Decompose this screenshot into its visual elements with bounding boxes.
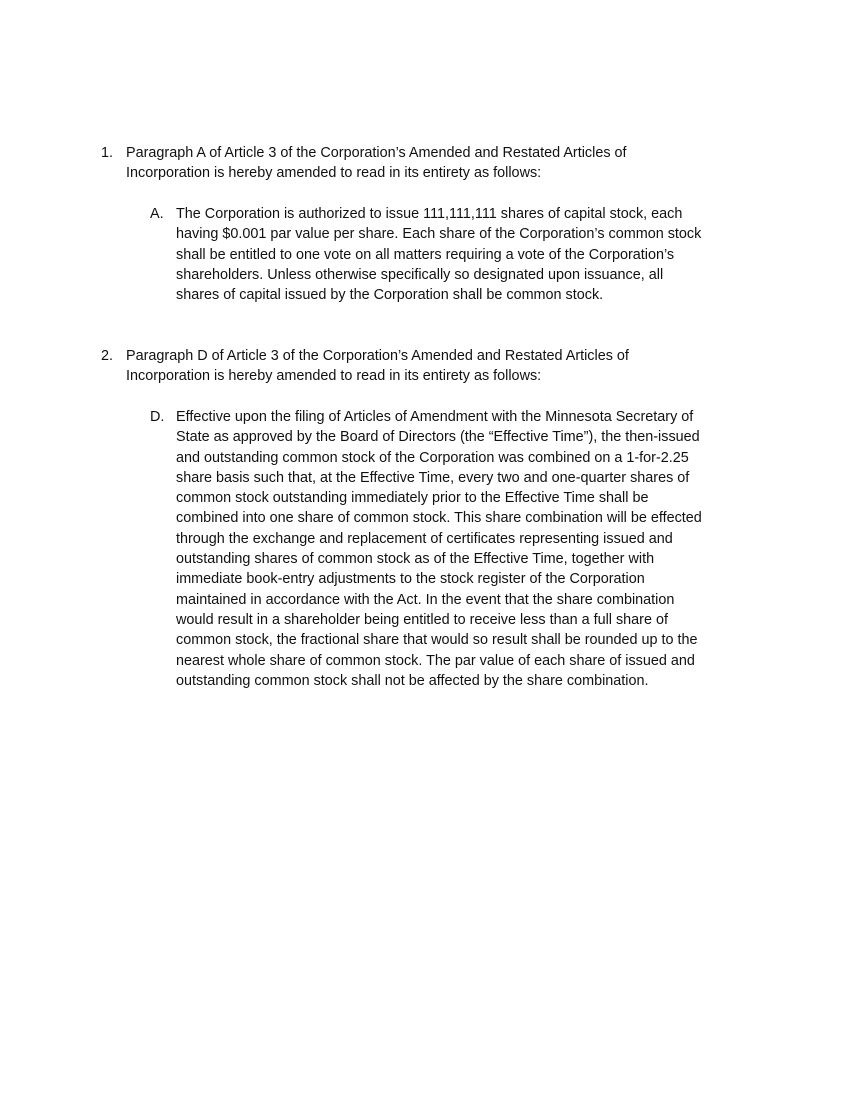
item-number: 1.	[101, 145, 114, 161]
subparagraph-text: Effective upon the filing of Articles of Amendment with the Minnesota Secretary of State as approved by the Board of Directors (the “Effective Time”), the then-issued and outstanding common stock of the Corporation was combined on a 1-for-2.25 share basis such that, at the Effective Time, every two and one-quarter shares of common stock outstanding immediately prior to the Effective Time shall be combined into one share of common stock. This share combination will be effected through the exchange and replacement of certificates representing issued and outstanding shares of common stock as of the Effective Time, together with immediate book-entry adjustments to the stock register of the Corporation maintained in accordance with the Act. In the event that the share combination would result in a shareholder being entitled to receive less than a full share of common stock, the fractional share that would so result shall be rounded up to the nearest whole share of common stock. The par value of each share of issued and outstanding common stock shall not be affected by the share combination.	[176, 409, 702, 689]
subparagraph-a	[150, 204, 710, 305]
item-number: 2.	[101, 348, 114, 364]
amendment-item-2	[101, 346, 701, 387]
subparagraph-text: The Corporation is authorized to issue 111,111,111 shares of capital stock, each having $0.001 par value per share. Each share of the Corporation’s common stock shall be entitled to one vote on all matters requiring a vote of the Corporation’s shareholders. Unless otherwise specifically so designated upon issuance, all shares of capital issued by the Corporation shall be common stock.	[176, 206, 702, 304]
amendment-item-1	[101, 143, 701, 184]
subparagraph-letter: A.	[150, 206, 164, 222]
item-text: Paragraph A of Article 3 of the Corporation’s Amended and Restated Articles of Incorporation is hereby amended to read in its entirety as follows:	[126, 145, 627, 182]
subparagraph-d	[150, 407, 710, 691]
subparagraph-letter: D.	[150, 409, 165, 425]
item-text: Paragraph D of Article 3 of the Corporation’s Amended and Restated Articles of Incorporation is hereby amended to read in its entirety as follows:	[126, 348, 629, 385]
